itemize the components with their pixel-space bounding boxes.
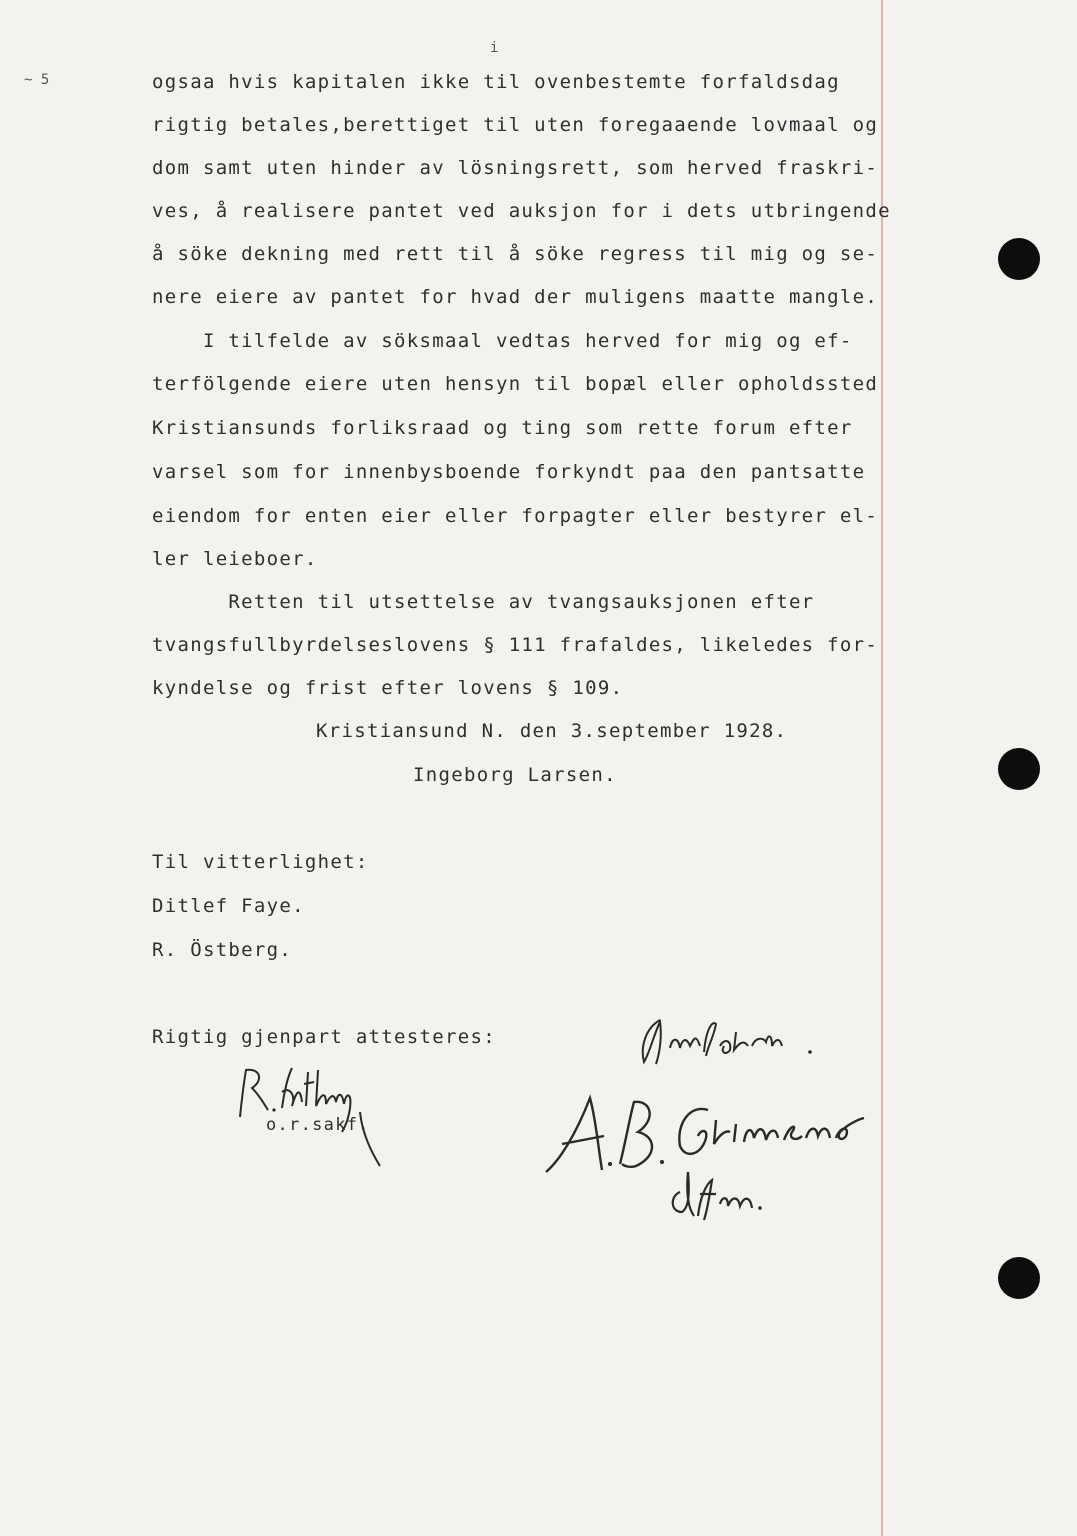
signature-dfm (660, 1168, 800, 1228)
punch-hole (998, 238, 1040, 280)
signature-r-ostberg (230, 1062, 380, 1172)
top-mark: i (490, 40, 499, 56)
margin-rule (881, 0, 883, 1536)
punch-hole (998, 1257, 1040, 1299)
body-line-5: å söke dekning med rett til å söke regress til mig og se- (152, 243, 879, 265)
signer-name: Ingeborg Larsen. (413, 764, 617, 786)
witness-2: R. Östberg. (152, 939, 293, 961)
body-line-13: Retten til utsettelse av tvangsauksjonen efter (152, 591, 815, 613)
body-line-6: nere eiere av pantet for hvad der muligens maatte mangle. (152, 286, 879, 308)
body-line-10: varsel som for innenbysboende forkyndt paa den pantsatte (152, 461, 866, 483)
corner-mark: ~ 5 (24, 72, 50, 88)
body-line-14: tvangsfullbyrdelseslovens § 111 frafaldes, likeledes for- (152, 634, 879, 656)
witness-heading: Til vitterlighet: (152, 851, 369, 873)
signature-innfort (620, 1012, 820, 1072)
attestation-title: o.r.sakf. (266, 1115, 370, 1135)
punch-hole (998, 748, 1040, 790)
body-line-4: ves, å realisere pantet ved auksjon for i dets utbringende (152, 200, 891, 222)
body-line-7: I tilfelde av söksmaal vedtas herved for mig og ef- (152, 330, 853, 352)
body-line-1: ogsaa hvis kapitalen ikke til ovenbestemte forfaldsdag (152, 71, 840, 93)
body-line-12: ler leieboer. (152, 548, 318, 570)
place-date: Kristiansund N. den 3.september 1928. (316, 720, 788, 742)
body-line-11: eiendom for enten eier eller forpagter eller bestyrer el- (152, 505, 879, 527)
body-line-2: rigtig betales,berettiget til uten foregaaende lovmaal og (152, 114, 879, 136)
witness-1: Ditlef Faye. (152, 895, 305, 917)
body-line-3: dom samt uten hinder av lösningsrett, som herved fraskri- (152, 157, 879, 179)
attestation-line: Rigtig gjenpart attesteres: (152, 1026, 496, 1048)
body-line-8: terfölgende eiere uten hensyn til bopæl eller opholdssted (152, 373, 879, 395)
body-line-15: kyndelse og frist efter lovens § 109. (152, 677, 624, 699)
body-line-9: Kristiansunds forliksraad og ting som rette forum efter (152, 417, 853, 439)
